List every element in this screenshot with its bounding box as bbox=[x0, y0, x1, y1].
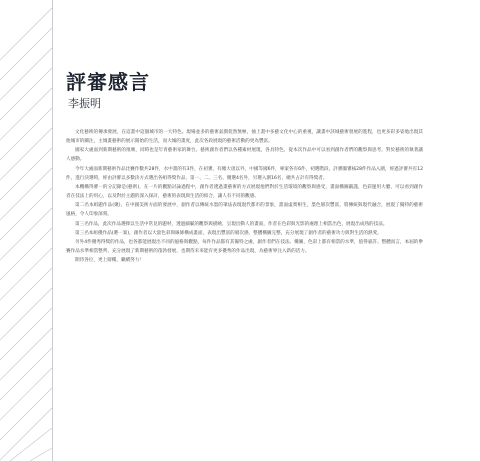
article-body bbox=[66, 128, 423, 265]
paragraph: 本機構得審一的分記錄是(藝術)，在一片的觀點討論過程中，創作者透過畫藝術的方式展現他們對於生活環境的觀察與感受，畫面構圖嚴謹，色彩運用大膽，可以看到創作者在技法上的用心，以及對於主題的深入探討，藝術的表現與生活的結合，讓人有不同的觀感。 bbox=[66, 184, 423, 200]
paragraph: 第三名作品，此次作品選擇以生活中常見的題材，透過細膩的觀察與描繪，呈現出動人的畫面，作者在色彩與光影的處理上相當出色，展現出成熟的技法。 bbox=[75, 221, 388, 227]
paragraph: 今年大處面新期藝術作品比賽作數共28件，水中畫的有3件，在初審，有總大項以外，中國等國6件，專案各有6件，初選階段，評審團審核28件作品入圍，經過評審共有12件，進行決選時，經由評審以多數決方式選出各組得獎作品，第一、二、三名、優選4名外，另選入圍16名，總共占計有得獎者。 bbox=[66, 166, 423, 181]
paragraph: 國家大處面到新期藝術的推廣，同時也是年青藝術家的舞台。藝術創作者們以各種素材展現，各具特色，從本次作品中可以看到創作者們的觀察與思考，對於藝術的執著讓人感動。 bbox=[66, 148, 423, 163]
decorative-lines-icon bbox=[0, 0, 70, 461]
paragraph: 第三名本組優作品(選一案)，創作者以大量色彩與線條構成畫面，表現出豐富的層次感，整體構圖完整，充分展現了創作者的藝術功力與對生活的熱愛。 bbox=[75, 230, 382, 236]
closing-line: 期待各位，更上層樓，繼續努力！ bbox=[75, 258, 144, 264]
paragraph: 第二名本組題作品(聚)，在中國美術方面的發展中，創作者以傳統水墨的筆法表現現代都市的景象，畫面虛實相生，墨色層次豐富，將傳統與現代融合，展現了獨特的藝術風格，令人印象深刻。 bbox=[66, 203, 423, 218]
paragraph: 另外4件優秀得獎的作品，也各都能展現出不同的風格與觀點，每件作品都有其獨特之處，創作者們在技法、構圖、色彩上都有相當的水準，值得嘉許。整體而言，本屆的參賽作品水準相當整齊，充分展現了新期藝術的蓬勃發展，也期待未來能有更多優秀的作品出現，為藝術界注入新的活力。 bbox=[66, 239, 423, 255]
author-name: 李振明 bbox=[68, 97, 101, 110]
paragraph: 文化藝術的傳承發展，在這畫中這個城市的一大特色。現場並多的藝術氣園促然無極，抽上畫中多藝文化中心的重視，讓畫中該城藝術發展的進程，也更多彩多姿地出現其他城市的關注，主城畫藝術的展示開始的生活，而大城的畫度，此次各段展現的藝術活動的更為豐富。 bbox=[66, 130, 423, 145]
page-title: 評審感言 bbox=[66, 70, 150, 94]
margin-divider bbox=[52, 0, 53, 461]
